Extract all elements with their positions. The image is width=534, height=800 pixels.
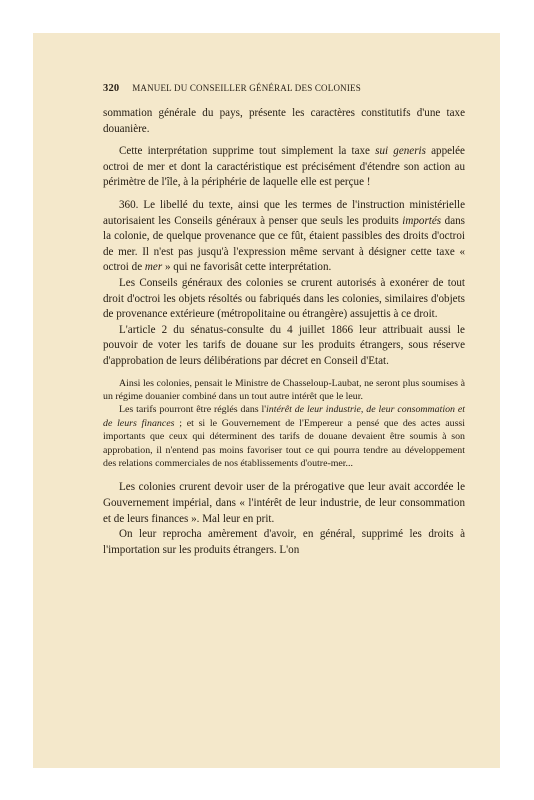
text-run: sommation générale du pays, présente les caractères constitutifs d'une taxe douanière. bbox=[103, 107, 465, 135]
running-header bbox=[103, 83, 463, 94]
quote-paragraph bbox=[103, 377, 465, 404]
text-run: dans la colonie, de quelque provenance que ce fût, étaient passibles des droits d'octroi de mer. Il n'est pas jusqu'à l'expression même servant à désigner cette taxe « octroi de bbox=[103, 214, 466, 274]
body-text bbox=[103, 106, 465, 558]
text-run: Les Conseils généraux des colonies se crurent autorisés à exonérer de tout droit d'octroi les objets résoltés ou fabriqués dans les colonies, similaires d'objets de provenance extérieure (métropolitaine ou étrangère) assujettis à ce droit. bbox=[103, 276, 465, 321]
paragraph bbox=[103, 527, 465, 558]
page-number: 320 bbox=[103, 83, 120, 94]
text-run: Les tarifs pourront être réglés dans l' bbox=[119, 404, 267, 416]
text-run: 360. Le libellé du texte, ainsi que les termes de l'instruction ministérielle autorisaient les Conseils généraux à penser que seuls les produits bbox=[103, 198, 465, 227]
text-run: ; et si le Gouvernement de l'Empereur a pensé que des actes aussi importants que ceux qui déterminent des tarifs de douane devaient être soumis à son approbation, il n'entend pas moins favoriser tout ce qui pourra tendre au développement des relations commerciales de nos établissements d'outre-mer... bbox=[103, 417, 465, 469]
text-run: Cette interprétation supprime tout simplement la taxe bbox=[119, 145, 376, 158]
text-run: Ainsi les colonies, pensait le Ministre de Chasseloup-Laubat, ne seront plus soumises à un régime douanier combiné dans un tout autre intérêt que le leur. bbox=[103, 377, 465, 402]
paragraph bbox=[103, 480, 465, 527]
paragraph bbox=[103, 323, 465, 370]
paragraph bbox=[103, 276, 465, 323]
italic-text: mer bbox=[144, 261, 163, 274]
text-run: appelée octroi de mer et dont la caractéristique est précisément d'étendre son action au périmètre de l'île, à la périphérie de laquelle elle est perçue ! bbox=[103, 145, 465, 189]
text-run: L'article 2 du sénatus-consulte du 4 juillet 1866 leur attribuait aussi le pouvoir de voter les tarifs de douane sur les produits étrangers, sous réserve d'approbation de leurs délibérations par décret en Conseil d'Etat. bbox=[103, 323, 465, 367]
text-run: On leur reprocha amèrement d'avoir, en général, supprimé les droits à l'importation sur les produits étrangers. L'on bbox=[103, 528, 465, 556]
paragraph bbox=[103, 144, 465, 191]
italic-text: importés bbox=[402, 214, 442, 227]
book-page bbox=[33, 33, 500, 768]
italic-text: intérêt de leur industrie, de leur consommation et de leurs finances bbox=[103, 404, 465, 429]
italic-text: sui generis bbox=[375, 145, 426, 158]
quote-paragraph bbox=[103, 403, 465, 470]
text-run: » qui ne favorisât cette interprétation. bbox=[162, 261, 332, 274]
paragraph bbox=[103, 198, 465, 276]
running-title: MANUEL DU CONSEILLER GÉNÉRAL DES COLONIES bbox=[132, 83, 361, 93]
paragraph bbox=[103, 106, 465, 137]
text-run: Les colonies crurent devoir user de la prérogative que leur avait accordée le Gouvernement impérial, dans « l'intérêt de leur industrie, de leur consommation et de leurs finances ». Mal leur en prit. bbox=[103, 481, 465, 525]
